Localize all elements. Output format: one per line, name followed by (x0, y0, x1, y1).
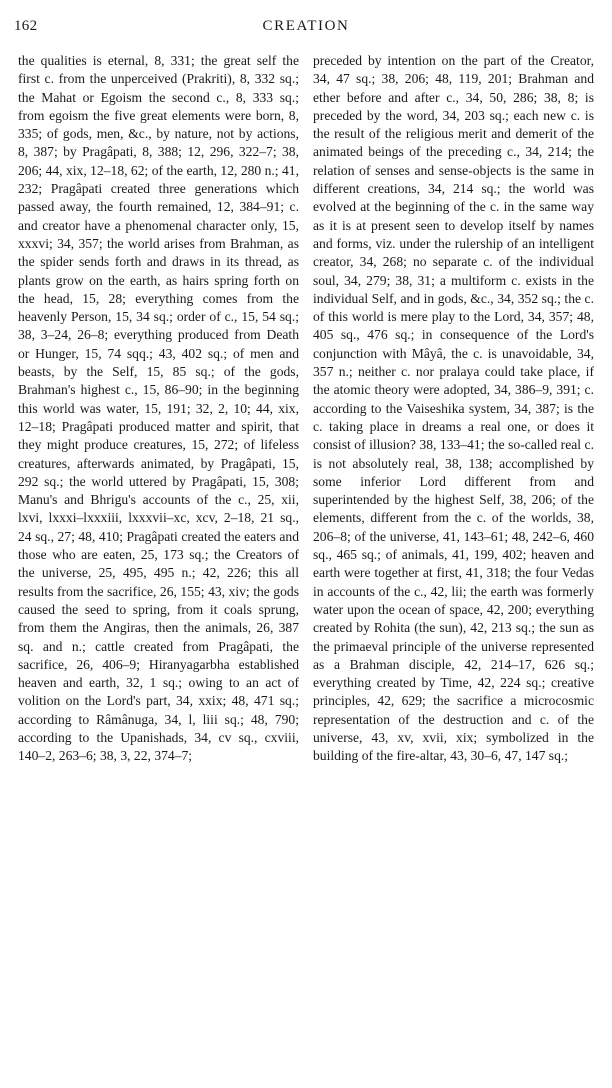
page-number: 162 (14, 18, 38, 34)
page-header (0, 18, 612, 42)
index-column-left: the qualities is eternal, 8, 331; the great self the first c. from the unperceived (Prakriti), 8, 332 sq.; the Mahat or Egoism the second c., 8, 333 sq.; from egoism the five great elements were born, 8, 335; of gods, men, &c., by nature, not by actions, 8, 387; by Pragâpati, 8, 388; 12, 296, 322–7; 38, 206; 44, xix, 12–18, 62; of the earth, 12, 280 n.; 41, 232; Pragâpati created three generations which passed away, the fourth remained, 12, 384–91; c. and creator have a phenomenal character only, 15, xxxvi; 34, 357; the world arises from Brahman, as the spider sends forth and draws in its thread, as plants grow on the earth, as hairs spring forth on the head, 15, 28; everything comes from the heavenly Person, 15, 34 sq.; order of c., 15, 54 sq.; 38, 3–24, 26–8; everything produced from Death or Hunger, 15, 74 sqq.; 43, 402 sq.; of men and beasts, by the Self, 15, 85 sq.; of the gods, Brahman's highest c., 15, 86–90; in the beginning this world was water, 15, 191; 32, 2, 10; 44, xix, 12–18; Pragâpati produced matter and spirit, that they might produce creatures, 15, 272; of lifeless creatures, afterwards animated, by Pragâpati, 15, 292 sq.; the world uttered by Pragâpati, 15, 308; Manu's and Bhrigu's accounts of the c., 25, xii, lxvi, lxxxi–lxxxiii, lxxxvii–xc, xcv, 2–18, 21 sq., 24 sq., 27; 48, 410; Pragâpati created the eaters and those who are eaten, 25, 173 sq.; the Creators of the universe, 25, 495, 495 n.; 42, 226; this all results from the sacrifice, 26, 155; 43, xiv; the gods caused the seed to spring, from it coals sprung, from them the Angiras, then the animals, 26, 387 sq. and n.; cattle created from Pragâpati, the sacrifice, 26, 406–9; Hiranyagarbha established heaven and earth, 32, 1 sq.; owing to an act of volition on the Lord's part, 34, xxix; 48, 471 sq.; according to Râmânuga, 34, l, liii sq.; 48, 790; according to the Upanishads, 34, cv sq., cxviii, 140–2, 263–6; 38, 3, 22, 374–7; (18, 53, 299, 764)
index-column-right: preceded by intention on the part of the Creator, 34, 47 sq.; 38, 206; 48, 119, 201; Brahman and ether before and after c., 34, 50, 286; 38, 8; is preceded by the word, 34, 203 sq.; each new c. is the result of the religious merit and demerit of the animated beings of the preceding c., 34, 214; the relation of senses and sense-objects is the same in different creations, 34, 214 sq.; the world was evolved at the beginning of the c. in the same way as it is at present seen to develop itself by names and forms, viz. under the rulership of an intelligent creator, 34, 268; no separate c. of the individual soul, 34, 279; 38, 31; a multiform c. exists in the individual Self, and in gods, &c., 34, 352 sq.; the c. of this world is mere play to the Lord, 34, 357; 48, 405 sq., 476 sq.; in consequence of the Lord's conjunction with Mâyâ, the c. is unavoidable, 34, 357 n.; neither c. nor pralaya could take place, if the atomic theory were adopted, 34, 386–9, 391; c. according to the Vaiseshika system, 34, 387; is the c. taking place in dreams a real one, or does it consist of illusion? 38, 133–41; the so-called real c. is not absolutely real, 38, 138; accomplished by some inferior Lord different from and superintended by the highest Self, 38, 206; of the elements, different from the c. of the worlds, 38, 206–8; of the universe, 41, 143–61; 48, 242–6, 460 sq., 465 sq.; of animals, 41, 199, 402; heaven and earth were together at first, 41, 318; the four Vedas in accounts of the c., 42, lii; the earth was formerly water upon the ocean of space, 42, 200; everything created by Rohita (the sun), 42, 213 sq.; the sun as the primaeval principle of the universe represented as a Brahman disciple, 42, 214–17, 626 sq.; everything created by Time, 42, 224 sq.; creative principles, 42, 629; the sacrifice a microcosmic representation of the destruction and c. of the universe, 43, xv, xvii, xix; symbolized in the building of the fire-altar, 43, 30–6, 47, 147 sq.; (313, 53, 594, 764)
running-title: CREATION (262, 18, 350, 34)
